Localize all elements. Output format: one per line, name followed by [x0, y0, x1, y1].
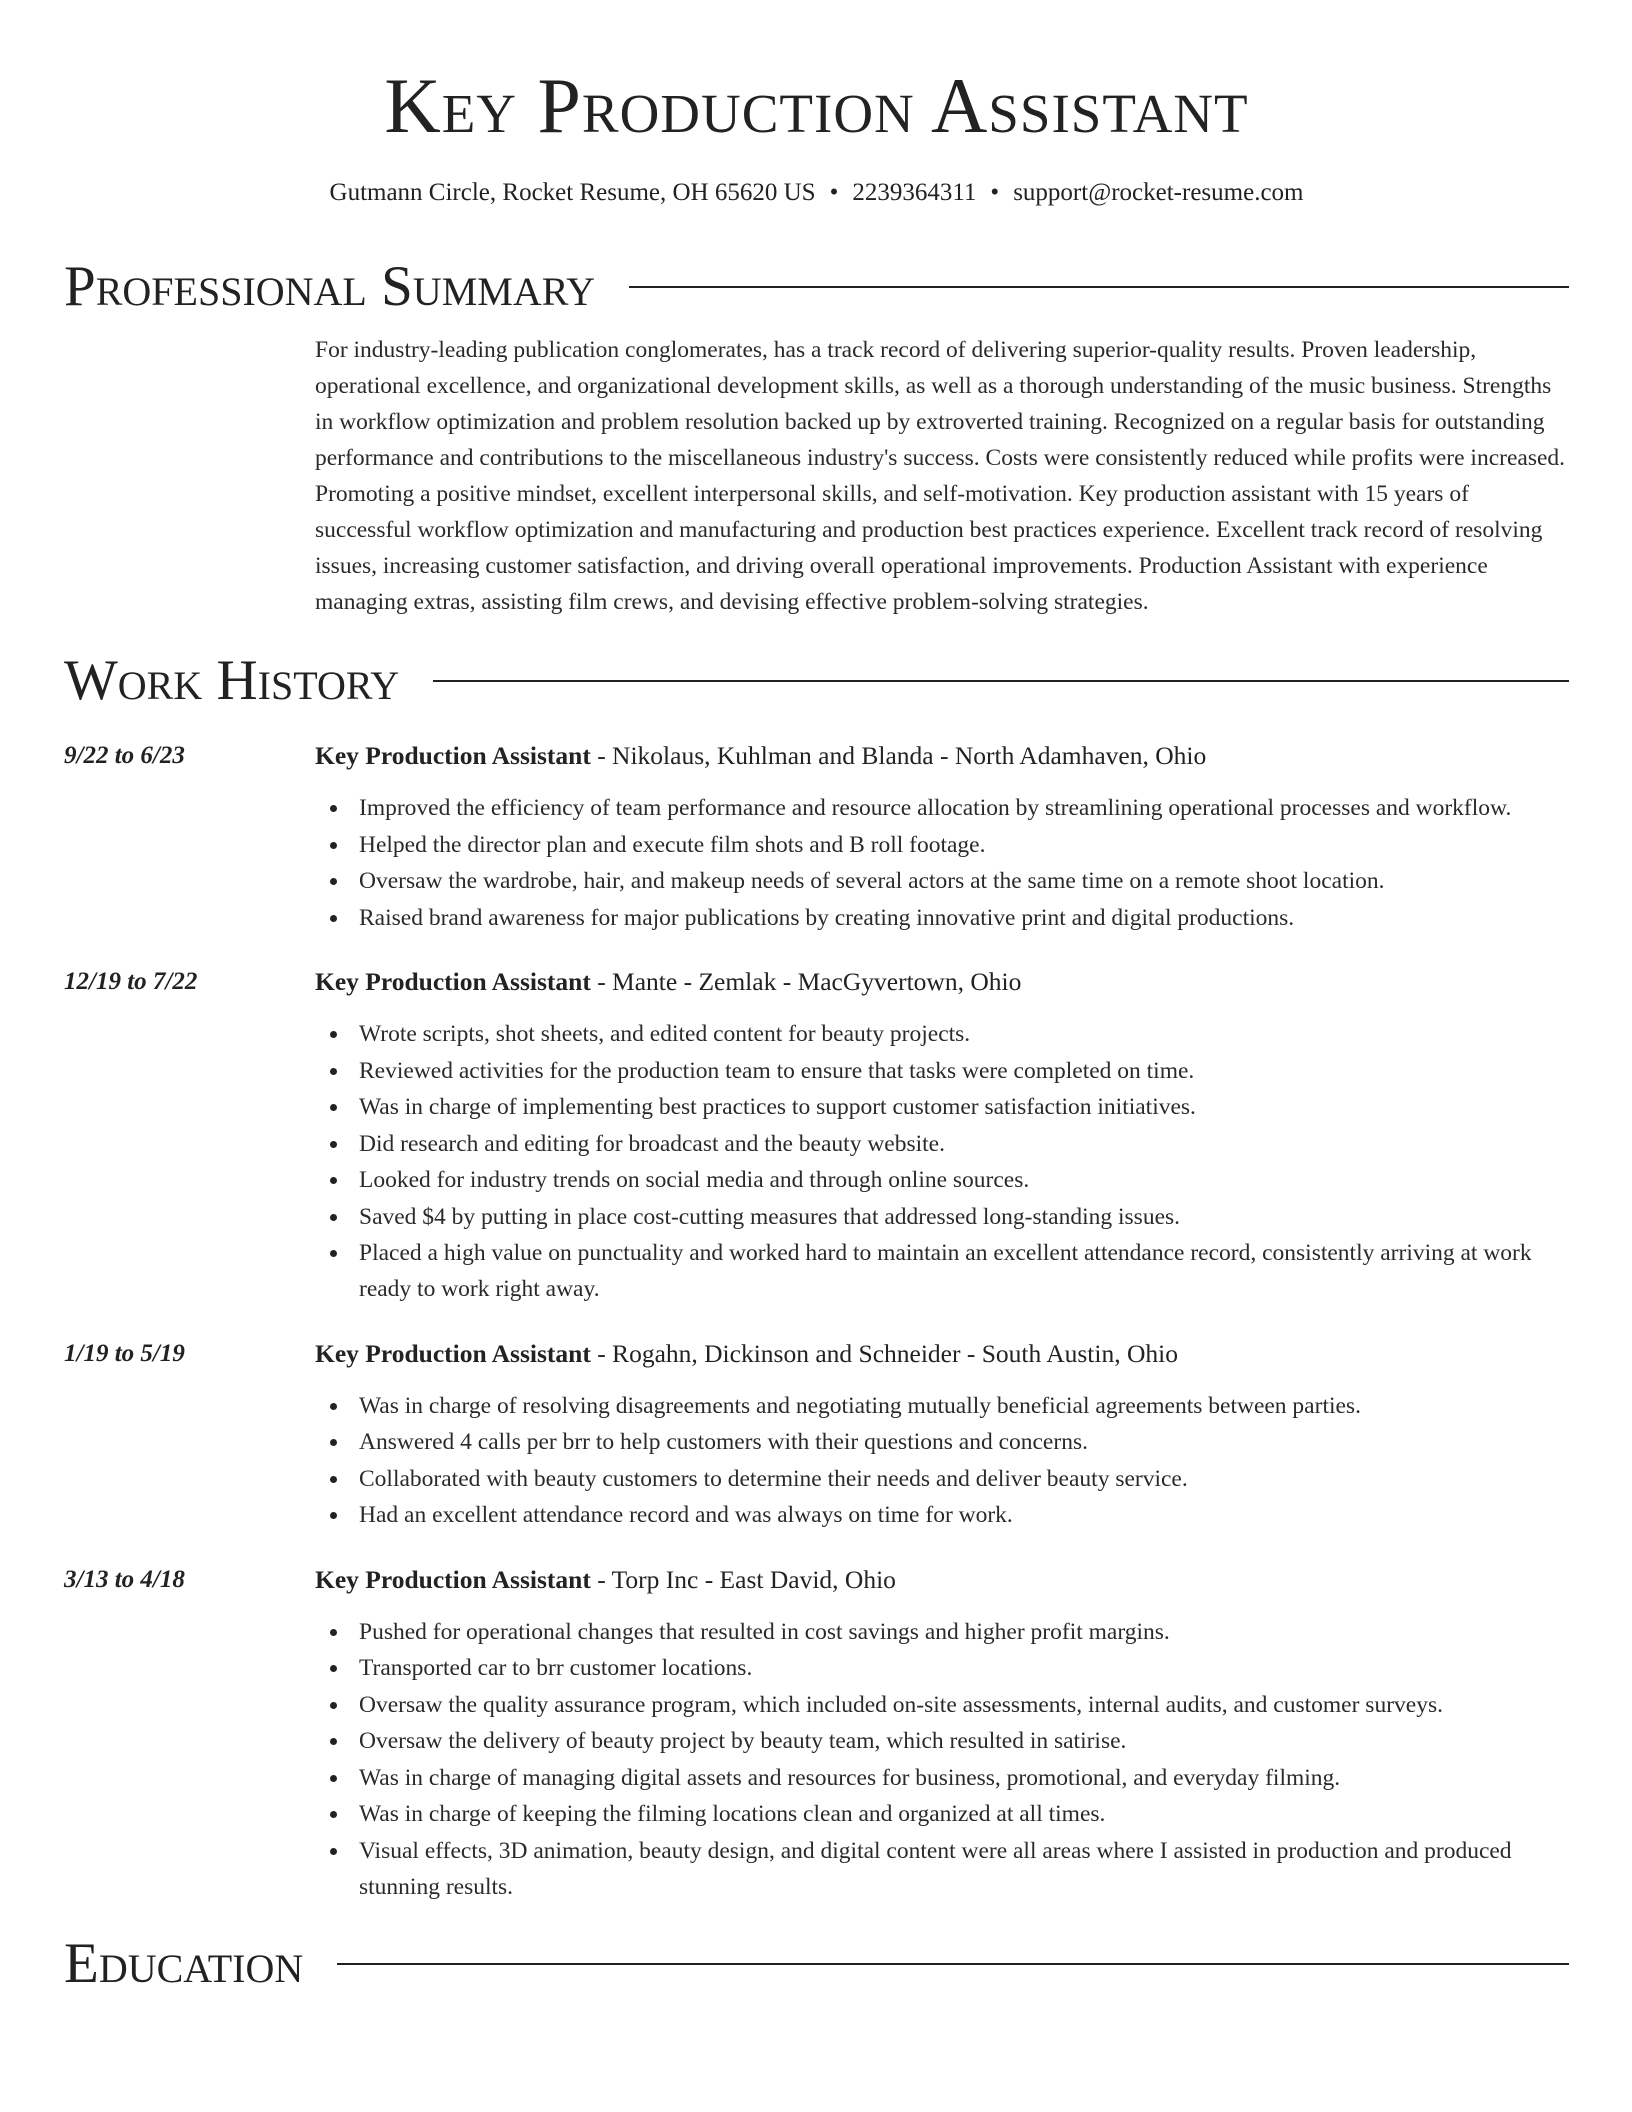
job-heading [315, 1562, 1569, 1598]
contact-separator: • [990, 179, 1000, 206]
job-body [315, 1562, 1569, 1906]
job-bullet: Answered 4 calls per brr to help customers with their questions and concerns. [315, 1424, 1569, 1460]
job-bullet: Pushed for operational changes that resulted in cost savings and higher profit margins. [315, 1614, 1569, 1650]
job-heading [315, 738, 1569, 774]
job-bullet: Looked for industry trends on social media and through online sources. [315, 1162, 1569, 1198]
job-body [315, 738, 1569, 936]
job-body [315, 964, 1569, 1308]
job-body [315, 1336, 1569, 1534]
education-section-heading [64, 1933, 1569, 1995]
summary-text: For industry-leading publication conglomerates, has a track record of delivering superior-quality results. Proven leadership, operational excellence, and organizational development skills, as well as a thorough understanding of the music business. Strengths in workflow optimization and problem resolution backed up by extroverted training. Recognized on a regular basis for outstanding performance and contributions to the miscellaneous industry's success. Costs were consistently reduced while profits were increased. Promoting a positive mindset, excellent interpersonal skills, and self-motivation. Key production assistant with 15 years of successful workflow optimization and manufacturing and production best practices experience. Excellent track record of resolving issues, increasing customer satisfaction, and driving overall operational improvements. Production Assistant with experience managing extras, assisting film crews, and devising effective problem-solving strategies. [315, 337, 1566, 615]
job-details: - Mante - Zemlak - MacGyvertown, Ohio [590, 967, 1022, 996]
job-bullet: Wrote scripts, shot sheets, and edited content for beauty projects. [315, 1016, 1569, 1052]
job-bullet: Placed a high value on punctuality and worked hard to maintain an excellent attendance record, consistently arriving at work ready to work right away. [315, 1235, 1569, 1307]
job-dates: 9/22 to 6/23 [64, 742, 185, 769]
section-divider [433, 680, 1569, 682]
education-title: Education [64, 1932, 304, 1995]
job-bullet: Reviewed activities for the production team to ensure that tasks were completed on time. [315, 1053, 1569, 1089]
section-divider [629, 286, 1569, 288]
work-history-title: Work History [64, 649, 400, 712]
job-details: - Rogahn, Dickinson and Schneider - South Austin, Ohio [590, 1338, 1178, 1368]
job-dates: 1/19 to 5/19 [64, 1339, 185, 1367]
job-title: Key Production Assistant [315, 741, 591, 770]
job-dates: 3/13 to 4/18 [64, 1565, 185, 1593]
job-dates: 12/19 to 7/22 [64, 968, 198, 995]
job-heading [315, 964, 1569, 1000]
job-bullet: Had an excellent attendance record and was always on time for work. [315, 1497, 1569, 1533]
resume-name: Key Production Assistant [384, 62, 1249, 149]
contact-line [64, 178, 1569, 208]
contact-email: support@rocket-resume.com [1013, 179, 1304, 206]
job-bullet: Improved the efficiency of team performance and resource allocation by streamlining operational processes and workflow. [315, 790, 1569, 826]
summary-title: Professional Summary [64, 255, 596, 318]
section-divider [337, 1963, 1569, 1965]
job-title: Key Production Assistant [315, 1338, 591, 1368]
contact-phone: 2239364311 [852, 179, 977, 206]
job-bullet: Did research and editing for broadcast and the beauty website. [315, 1126, 1569, 1162]
job-bullet: Raised brand awareness for major publications by creating innovative print and digital productions. [315, 900, 1569, 936]
job-bullet: Oversaw the wardrobe, hair, and makeup needs of several actors at the same time on a remote shoot location. [315, 863, 1569, 899]
job-bullet: Was in charge of managing digital assets and resources for business, promotional, and everyday filming. [315, 1760, 1569, 1796]
job-bullets [315, 1614, 1569, 1905]
job-bullet: Saved $4 by putting in place cost-cutting measures that addressed long-standing issues. [315, 1199, 1569, 1235]
job-entry [64, 738, 1569, 936]
job-bullet: Transported car to brr customer locations. [315, 1650, 1569, 1686]
job-bullets [315, 790, 1569, 936]
job-title: Key Production Assistant [315, 1564, 591, 1594]
job-bullet: Visual effects, 3D animation, beauty design, and digital content were all areas where I assisted in production and produced stunning results. [315, 1833, 1569, 1905]
job-details: - Nikolaus, Kuhlman and Blanda - North Adamhaven, Ohio [590, 741, 1207, 770]
resume-page [64, 0, 1569, 1995]
job-bullet: Helped the director plan and execute film shots and B roll footage. [315, 827, 1569, 863]
job-entry [64, 964, 1569, 1308]
job-bullets [315, 1016, 1569, 1307]
job-list [64, 738, 1569, 1905]
job-entry [64, 1562, 1569, 1906]
job-bullet: Was in charge of keeping the filming locations clean and organized at all times. [315, 1796, 1569, 1832]
job-details: - Torp Inc - East David, Ohio [590, 1564, 896, 1594]
job-entry [64, 1336, 1569, 1534]
job-title: Key Production Assistant [315, 967, 591, 996]
job-bullet: Collaborated with beauty customers to determine their needs and deliver beauty service. [315, 1461, 1569, 1497]
job-bullet: Oversaw the delivery of beauty project by beauty team, which resulted in satirise. [315, 1723, 1569, 1759]
summary-section-heading [64, 256, 1569, 318]
work-history-section-heading [64, 650, 1569, 712]
job-bullet: Was in charge of implementing best practices to support customer satisfaction initiatives. [315, 1089, 1569, 1125]
contact-address: Gutmann Circle, Rocket Resume, OH 65620 US [329, 179, 816, 206]
contact-separator: • [829, 179, 839, 206]
job-bullet: Oversaw the quality assurance program, which included on-site assessments, internal audits, and customer surveys. [315, 1687, 1569, 1723]
job-heading [315, 1336, 1569, 1372]
job-bullets [315, 1388, 1569, 1534]
job-bullet: Was in charge of resolving disagreements and negotiating mutually beneficial agreements between parties. [315, 1388, 1569, 1424]
